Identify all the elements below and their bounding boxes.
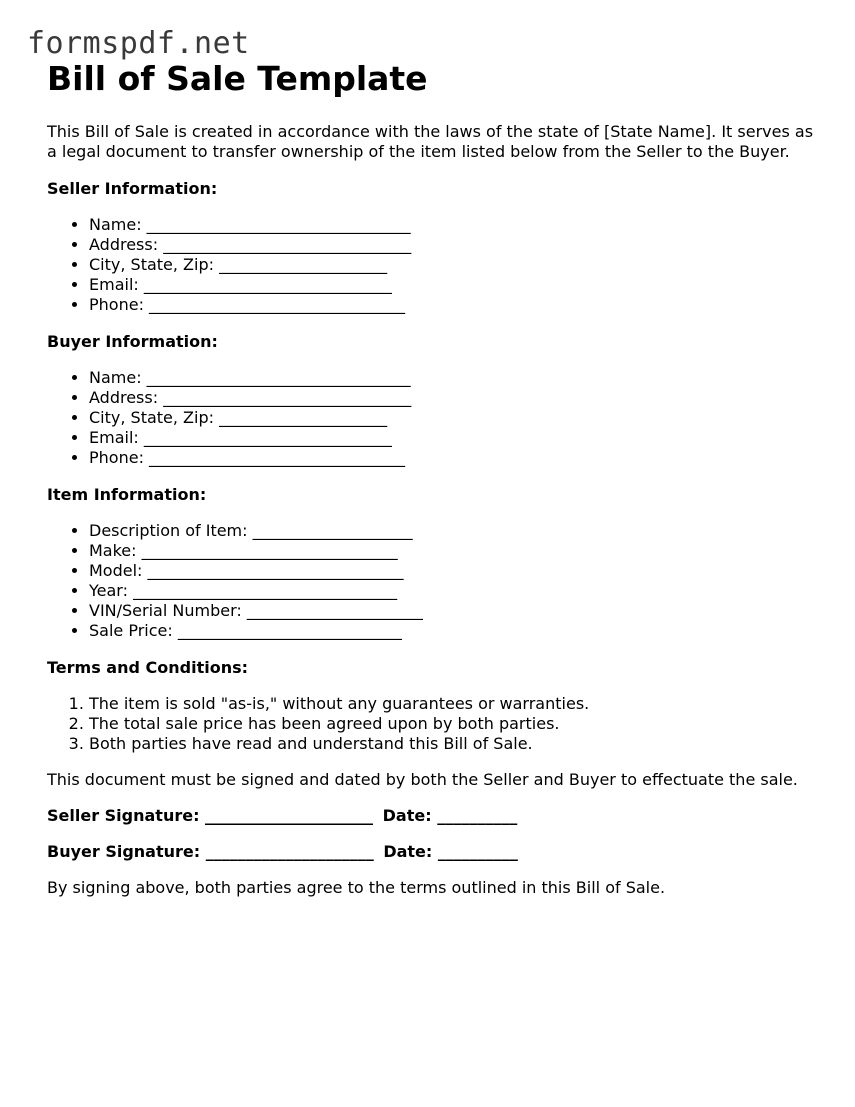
item-year-field: • Year: _________________________________ xyxy=(89,581,817,601)
intro-paragraph: This Bill of Sale is created in accordance with the laws of the state of [State Name]. It serves as a legal document to transfer ownership of the item listed below from the Seller to the Buyer. xyxy=(47,122,814,161)
item-section-heading: Item Information: xyxy=(47,485,207,504)
document-page xyxy=(47,58,817,898)
buyer-signature-line xyxy=(47,842,817,862)
buyer-name-field: • Name: _________________________________ xyxy=(89,368,817,388)
terms-list xyxy=(47,694,817,754)
item-field-list xyxy=(47,521,817,641)
seller-signature-label: Seller Signature: _____________________ xyxy=(47,806,374,825)
item-make-field: • Make: ________________________________ xyxy=(89,541,817,561)
seller-date-label: Date: __________ xyxy=(382,806,518,825)
buyer-email-field: • Email: _______________________________ xyxy=(89,428,817,448)
seller-city-state-zip-field: • City, State, Zip: _____________________ xyxy=(89,255,817,275)
buyer-date-label: Date: __________ xyxy=(383,842,518,861)
seller-address-field: • Address: _______________________________ xyxy=(89,235,817,255)
buyer-field-list xyxy=(47,368,817,468)
terms-item: 3. Both parties have read and understand this Bill of Sale. xyxy=(89,734,817,754)
seller-signature-line xyxy=(47,806,817,826)
item-sale-price-field: • Sale Price: ____________________________ xyxy=(89,621,817,641)
document-title: Bill of Sale Template xyxy=(47,59,428,98)
terms-item: 2. The total sale price has been agreed upon by both parties. xyxy=(89,714,817,734)
terms-section-heading: Terms and Conditions: xyxy=(47,658,249,677)
seller-section-heading: Seller Information: xyxy=(47,179,218,198)
seller-field-list xyxy=(47,215,817,315)
buyer-city-state-zip-field: • City, State, Zip: _____________________ xyxy=(89,408,817,428)
buyer-signature-label: Buyer Signature: _____________________ xyxy=(47,842,374,861)
item-vin-field: • VIN/Serial Number: ______________________ xyxy=(89,601,817,621)
item-description-field: • Description of Item: ____________________ xyxy=(89,521,817,541)
seller-name-field: • Name: _________________________________ xyxy=(89,215,817,235)
buyer-section-heading: Buyer Information: xyxy=(47,332,218,351)
item-model-field: • Model: ________________________________ xyxy=(89,561,817,581)
buyer-address-field: • Address: _______________________________ xyxy=(89,388,817,408)
seller-email-field: • Email: _______________________________ xyxy=(89,275,817,295)
buyer-phone-field: • Phone: ________________________________ xyxy=(89,448,817,468)
seller-phone-field: • Phone: ________________________________ xyxy=(89,295,817,315)
site-watermark: formspdf.net xyxy=(27,26,250,61)
signing-requirement-paragraph: This document must be signed and dated by both the Seller and Buyer to effectuate the sale. xyxy=(47,770,798,789)
terms-item: 1. The item is sold "as-is," without any guarantees or warranties. xyxy=(89,694,817,714)
closing-paragraph: By signing above, both parties agree to the terms outlined in this Bill of Sale. xyxy=(47,878,666,897)
